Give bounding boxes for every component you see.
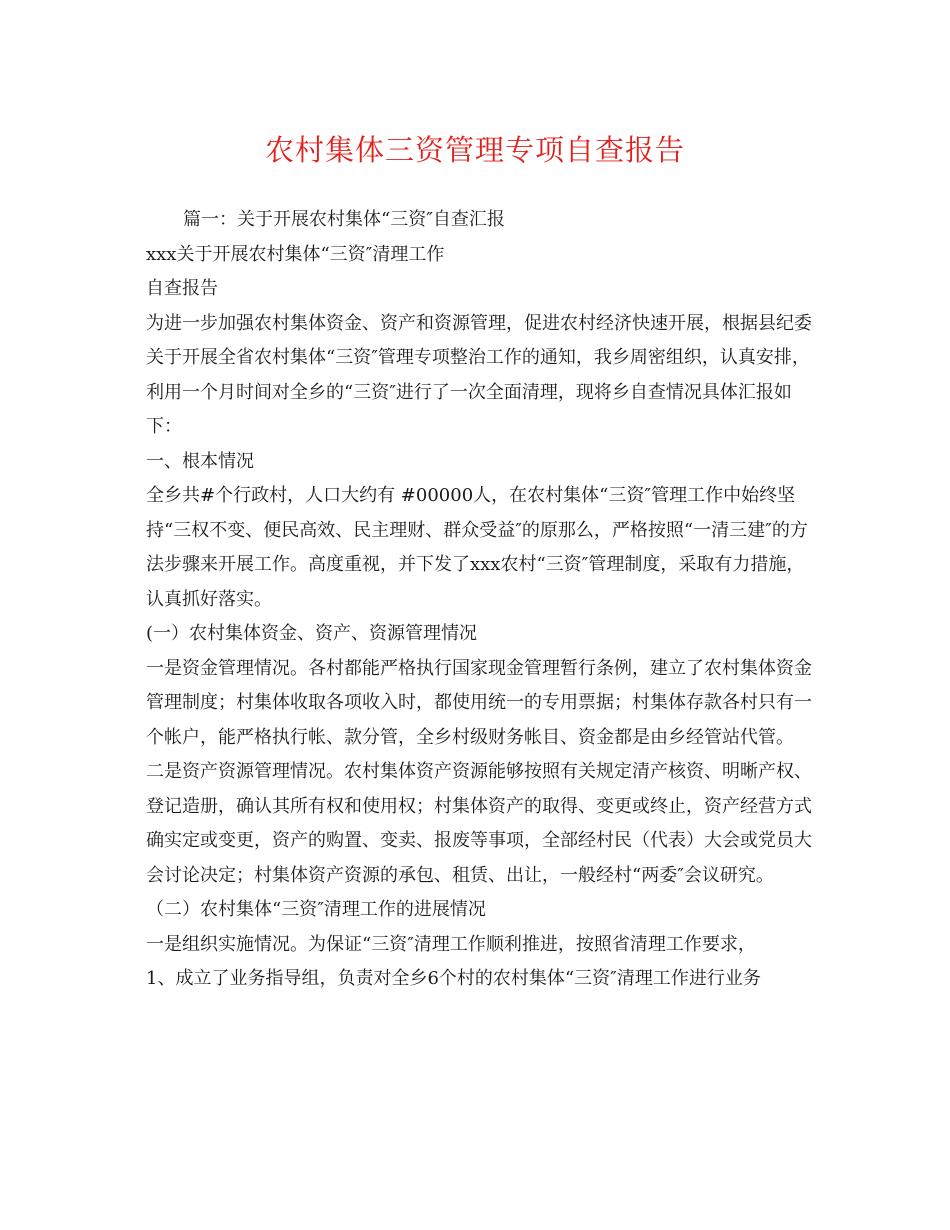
subheading: (一）农村集体资金、资产、资源管理情况 [146,623,478,644]
paragraph: 二是资产资源管理情况。农村集体资产资源能够按照有关规定清产核资、明晰产权、登记造册，确认其所有权和使用权；村集体资产的取得、变更或终止，资产经营方式确实定或变更，资产的购置、变卖、报废等事项，全部经村民（代表）大会或党员大会讨论决定；村集体资产资源的承包、租赁、出让，一般经村“两委″会议研究。 [146,761,812,886]
subheading: 一、根本情况 [146,450,254,472]
subheading: （二）农村集体“三资″清理工作的进展情况 [146,899,486,920]
paragraph: xxx关于开展农村集体“三资″清理工作 [146,243,445,265]
paragraph: 全乡共#个行政村，人口大约有 #00000人，在农村集体“三资″管理工作中始终坚持“三权不变、便民高效、民主理财、群众受益″的原那么，严格按照“一清三建″的方法步骤来开展工作。高度重视，并下发了xxx农村“三资″管理制度，采取有力措施，认真抓好落实。 [146,485,808,610]
paragraph: 一是组织实施情况。为保证“三资″清理工作顺利推进，按照省清理工作要求， [146,933,756,955]
document-title: 农村集体三资管理专项自查报告 [264,133,685,167]
paragraph: 一是资金管理情况。各村都能严格执行国家现金管理暂行条例，建立了农村集体资金管理制度；村集体收取各项收入时，都使用统一的专用票据；村集体存款各村只有一个帐户，能严格执行帐、款分管，全乡村级财务帐目、资金都是由乡经管站代管。 [146,657,812,748]
paragraph: 为进一步加强农村集体资金、资产和资源管理，促进农村经济快速开展，根据县纪委关于开展全省农村集体“三资″管理专项整治工作的通知，我乡周密组织，认真安排，利用一个月时间对全乡的“三资″进行了一次全面清理，现将乡自查情况具体汇报如下： [146,312,812,437]
document-body [146,203,814,997]
section-heading: 篇一：关于开展农村集体“三资″自查汇报 [183,209,505,230]
paragraph: 1、成立了业务指导组，负责对全乡6个村的农村集体“三资″清理工作进行业务 [146,968,761,989]
paragraph: 自查报告 [146,278,218,299]
